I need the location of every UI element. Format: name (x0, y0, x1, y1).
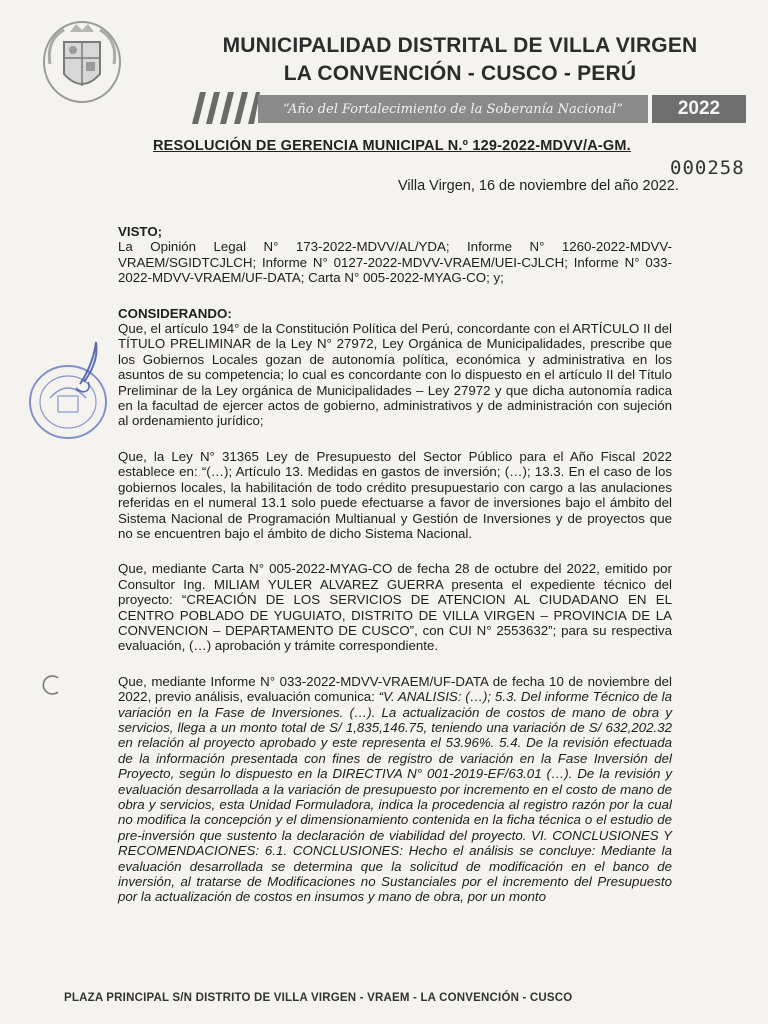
municipal-crest-icon (40, 20, 124, 112)
considerando-heading: CONSIDERANDO: (118, 305, 232, 321)
considerando-paragraph-1: Que, el artículo 194° de la Constitución Política del Perú, concordante con el ARTÍCULO II del TÍTULO PRELIMINAR de la Ley N° 27972, Ley Orgánica de Municipalidades, prescribe que los Gobiernos Locales gozan de autonomía política, económica y administrativa en los asuntos de su competencia; lo cual es concordante con lo dispuesto en el artículo II del Título Preliminar de la Ley orgánica de Municipalidades – Ley 27972 y que dicha autonomía radica en la facultad de ejercer actos de gobierno, administrativos y de administración con sujeción al ordenamiento jurídico; (118, 321, 672, 429)
official-motto: “Año del Fortalecimiento de la Soberanía Nacional” (258, 95, 648, 123)
paragraph-4-quote: “V. ANALISIS: (…); 5.3. Del informe Técnico de la variación en la Fase de Inversiones. (…). La actualización de costos de mano de obra y servicios, llega a un monto total de S/ 1,835,146.75, teniendo una variación de S/ 632,202.32 en relación al proyecto aprobado y este representa el 53.96%. 5.4. De la revisión efectuada de la información presentada con fines de registro de variación en la Fase Inversión del Proyecto, según lo dispuesto en la DIRECTIVA N° 001-2019-EF/63.01 (…). De la revisión y evaluación desarrollada a la variación de presupuesto por incremento en el costo de mano de obra y servicios, esta Unidad Formuladora, indica la procedencia al registro razón por la cual no modifica la concepción y el dimensionamiento contenida en la ficha técnica o el estudio de pre-inversión que sustento la declaración de viabilidad del proyecto. VI. CONCLUSIONES Y RECOMENDACIONES: 6.1. CONCLUSIONES: Hecho el análisis se concluye: Mediante la evaluación desarrollada se determina que la solicitud de modificación en el banco de inversión, al tratarse de Modificaciones no Sustanciales por el incremento del Presupuesto por la actualización de costos en insumos y mano de obra, por un monto (118, 689, 672, 905)
decorative-stripes-icon (190, 92, 260, 124)
considerando-paragraph-3: Que, mediante Carta N° 005-2022-MYAG-CO de fecha 28 de octubre del 2022, emitido por Consultor Ing. MILIAM YULER ALVAREZ GUERRA presenta el expediente técnico del proyecto: “CREACIÓN DE LOS SERVICIOS DE ATENCION AL CIUDADANO EN EL CENTRO POBLADO DE YUGUIATO, DISTRITO DE VILLA VIRGEN – PROVINCIA DE LA CONVENCION – DEPARTAMENTO DE CUSCO”, con CUI N° 2553632”; para su respectiva evaluación, (…) aprobación y trámite correspondiente. (118, 561, 672, 654)
folio-number: 000258 (670, 157, 745, 179)
year-badge: 2022 (652, 95, 746, 123)
resolution-title: RESOLUCIÓN DE GERENCIA MUNICIPAL N.º 129-2022-MDVV/A-GM. (153, 138, 631, 154)
municipality-name: MUNICIPALIDAD DISTRITAL DE VILLA VIRGEN (222, 34, 698, 57)
document-body (118, 224, 672, 905)
visto-text: La Opinión Legal N° 173-2022-MDVV/AL/YDA; Informe N° 1260-2022-MDVV-VRAEM/SGIDTCJLCH; Informe N° 0127-2022-MDVV-VRAEM/UEI-CJLCH; Informe N° 033-2022-MDVV-VRAEM/UF-DATA; Carta N° 005-2022-MYAG-CO; y; (118, 239, 672, 286)
considerando-paragraph-2: Que, la Ley N° 31365 Ley de Presupuesto del Sector Público para el Año Fiscal 2022 establece en: “(…); Artículo 13. Medidas en gastos de inversión; (…); 13.3. En el caso de los gobiernos locales, la habilitación de todo crédito presupuestario con cargo a las anulaciones referidas en el numeral 13.1 solo puede efectuarse a favor de inversiones bajo el ámbito del Sistema Nacional de Programación Multianual y Gestión de Inversiones y de proyectos que no se encuentren bajo el ámbito de dicho Sistema Nacional. (118, 448, 672, 541)
document-date: Villa Virgen, 16 de noviembre del año 2022. (398, 178, 679, 194)
considerando-paragraph-4 (118, 674, 672, 905)
punch-hole-icon (40, 674, 62, 696)
visto-heading: VISTO; (118, 224, 163, 239)
paragraph-4-intro: Que, mediante Informe N° 033-2022-MDVV-VRAEM/UF-DATA de fecha 10 de noviembre del 2022, previo análisis, evaluación comunica: (118, 673, 672, 705)
municipality-location: LA CONVENCIÓN - CUSCO - PERÚ (283, 62, 637, 85)
footer-address: PLAZA PRINCIPAL S/N DISTRITO DE VILLA VIRGEN - VRAEM - LA CONVENCIÓN - CUSCO (64, 992, 573, 1004)
official-stamp-icon (24, 338, 120, 448)
